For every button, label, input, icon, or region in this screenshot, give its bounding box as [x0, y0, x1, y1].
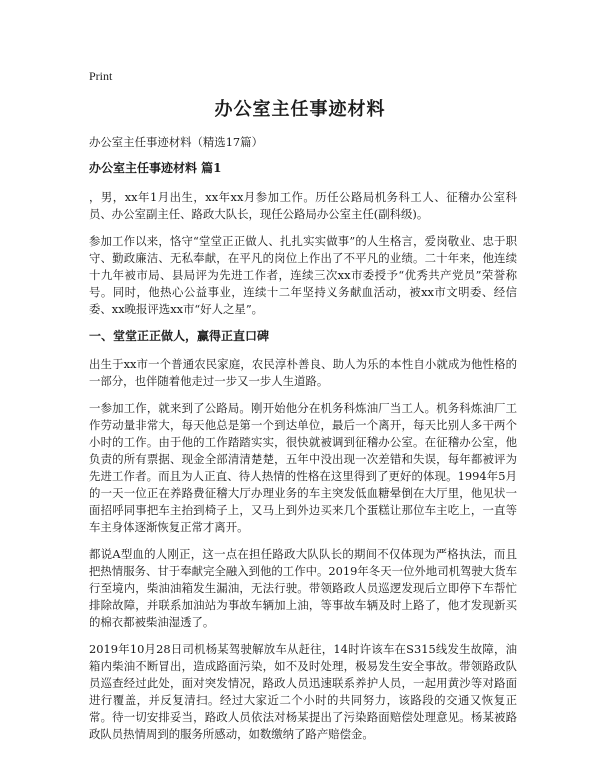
document-body [89, 134, 517, 753]
paragraph-section1-1: 出生于xx市一个普通农民家庭，农民淳朴善良、助人为乐的本性自小就成为他性格的一部分，也伴随着他走过一步又一步人生道路。 [89, 357, 517, 388]
paragraph-intro-2: 参加工作以来，恪守“堂堂正正做人、扎扎实实做事”的人生格言，爱岗敬业、忠于职守、勤政廉洁、无私奉献，在平凡的岗位上作出了不平凡的业绩。二十年来，他连续十九年被市局、县局评为先进工作者，连续三次xx市委授予“优秀共产党员”荣誉称号。同时，他热心公益事业，连续十二年坚持义务献血活动，被xx市文明委、经信委、xx晚报评选xx市“好人之星”。 [89, 234, 517, 316]
document-subtitle: 办公室主任事迹材料（精选17篇） [89, 135, 263, 149]
paragraph-section1-2: 一参加工作，就来到了公路局。刚开始他分在机务科炼油厂当工人。机务科炼油厂工作劳动量非常大，每天他总是第一个到达单位，最后一个离开，每天比别人多干两个小时的工作。由于他的工作踏踏实实，很快就被调到征稽办公室。在征稽办公室，他负责的所有票据、现金全部清清楚楚，五年中没出现一次差错和失误，每年都被评为先进工作者。而且为人正直、待人热情的性格在这里得到了更好的体现。1994年5月的一天一位正在养路费征稽大厅办理业务的车主突发低血糖晕倒在大厅里，他见状一面招呼同事把车主抬到椅子上，又马上到外边买来几个蛋糕让那位车主吃上，一直等车主身体逐渐恢复正常才离开。 [89, 401, 517, 534]
document-title: 办公室主任事迹材料 [214, 99, 386, 120]
section-1-heading: 一、堂堂正正做人，赢得正直口碑 [89, 329, 270, 343]
paragraph-section1-3: 都说A型血的人刚正，这一点在担任路政大队队长的期间不仅体现为严格执法，而且把热情服务、甘于奉献完全融入到他的工作中。2019年冬天一位外地司机驾驶大货车行至境内，柴油油箱发生漏油，无法行驶。带领路政人员巡逻发现后立即停下车帮忙排除故障，并联系加油站为事故车辆加上油，等事故车辆及时上路了，他才发现新买的棉衣都被柴油湿透了。 [89, 547, 517, 629]
paragraph-section1-4: 2019年10月28日司机杨某驾驶解放车从赶往，14时许该车在S315线发生故障，油箱内柴油不断冒出，造成路面污染，如不及时处理，极易发生安全事故。带领路政队员巡查经过此处，面对突发情况，路政人员迅速联系养护人员，一起用黄沙等对路面进行覆盖，并反复清扫。经过大家近二个小时的共同努力，该路段的交通又恢复正常。待一切安排妥当，路政人员依法对杨某提出了污染路面赔偿处理意见。杨某被路政队员热情周到的服务所感动，如数缴纳了路产赔偿金。 [89, 642, 517, 741]
article-heading: 办公室主任事迹材料 篇1 [89, 161, 222, 175]
paragraph-intro-1: ，男，xx年1月出生，xx年xx月参加工作。历任公路局机务科工人、征稽办公室科员、办公室副主任、路政大队长，现任公路局办公室主任(副科级)。 [89, 190, 517, 221]
print-link[interactable]: Print [89, 69, 113, 83]
